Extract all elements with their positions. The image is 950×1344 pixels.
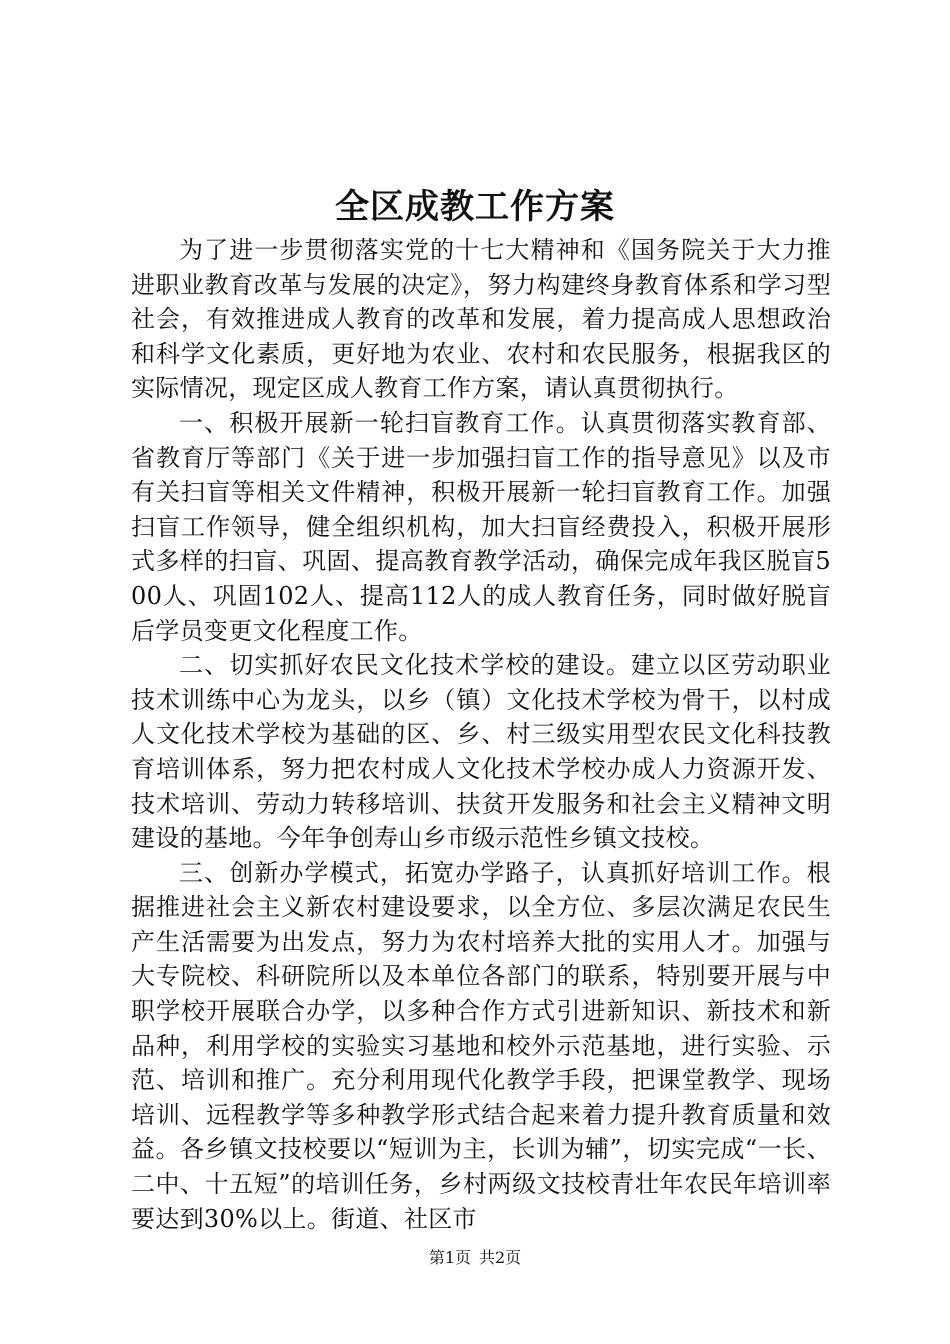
document-title: 全区成教工作方案 [335,187,615,227]
page-total: 共2页 [479,1248,522,1267]
page-footer [0,1247,950,1269]
page-number: 第1页 [428,1248,471,1267]
document-body [131,233,831,1236]
intro-paragraph: 为了进一步贯彻落实党的十七大精神和《国务院关于大力推进职业教育改革与发展的决定》，努力构建终身教育体系和学习型社会，有效推进成人教育的改革和发展，着力提高成人思想政治和科学文化素质，更好地为农业、农村和农民服务，根据我区的实际情况，现定区成人教育工作方案，请认真贯彻执行。 [131,236,831,403]
section-2-paragraph: 二、切实抓好农民文化技术学校的建设。建立以区劳动职业技术训练中心为龙头，以乡（镇）文化技术学校为骨干，以村成人文化技术学校为基础的区、乡、村三级实用型农民文化科技教育培训体系，努力把农村成人文化技术学校办成人力资源开发、技术培训、劳动力转移培训、扶贫开发服务和社会主义精神文明建设的基地。今年争创寿山乡市级示范性乡镇文技校。 [131,651,831,853]
section-3-paragraph: 三、创新办学模式，拓宽办学路子，认真抓好培训工作。根据推进社会主义新农村建设要求，以全方位、多层次满足农民生产生活需要为出发点，努力为农村培养大批的实用人才。加强与大专院校、科研院所以及本单位各部门的联系，特别要开展与中职学校开展联合办学，以多种合作方式引进新知识、新技术和新品种，利用学校的实验实习基地和校外示范基地，进行实验、示范、培训和推广。充分利用现代化教学手段，把课堂教学、现场培训、远程教学等多种教学形式结合起来着力提升教育质量和效益。各乡镇文技校要以“短训为主，长训为辅”，切实完成“一长、二中、十五短”的培训任务，乡村两级文技校青壮年农民年培训率要达到30%以上。街道、社区市 [131,858,831,1233]
section-1-paragraph: 一、积极开展新一轮扫盲教育工作。认真贯彻落实教育部、省教育厅等部门《关于进一步加强扫盲工作的指导意见》以及市有关扫盲等相关文件精神，积极开展新一轮扫盲教育工作。加强扫盲工作领导，健全组织机构，加大扫盲经费投入，积极开展形式多样的扫盲、巩固、提高教育教学活动，确保完成年我区脱盲500人、巩固102人、提高112人的成人教育任务，同时做好脱盲后学员变更文化程度工作。 [131,408,831,645]
